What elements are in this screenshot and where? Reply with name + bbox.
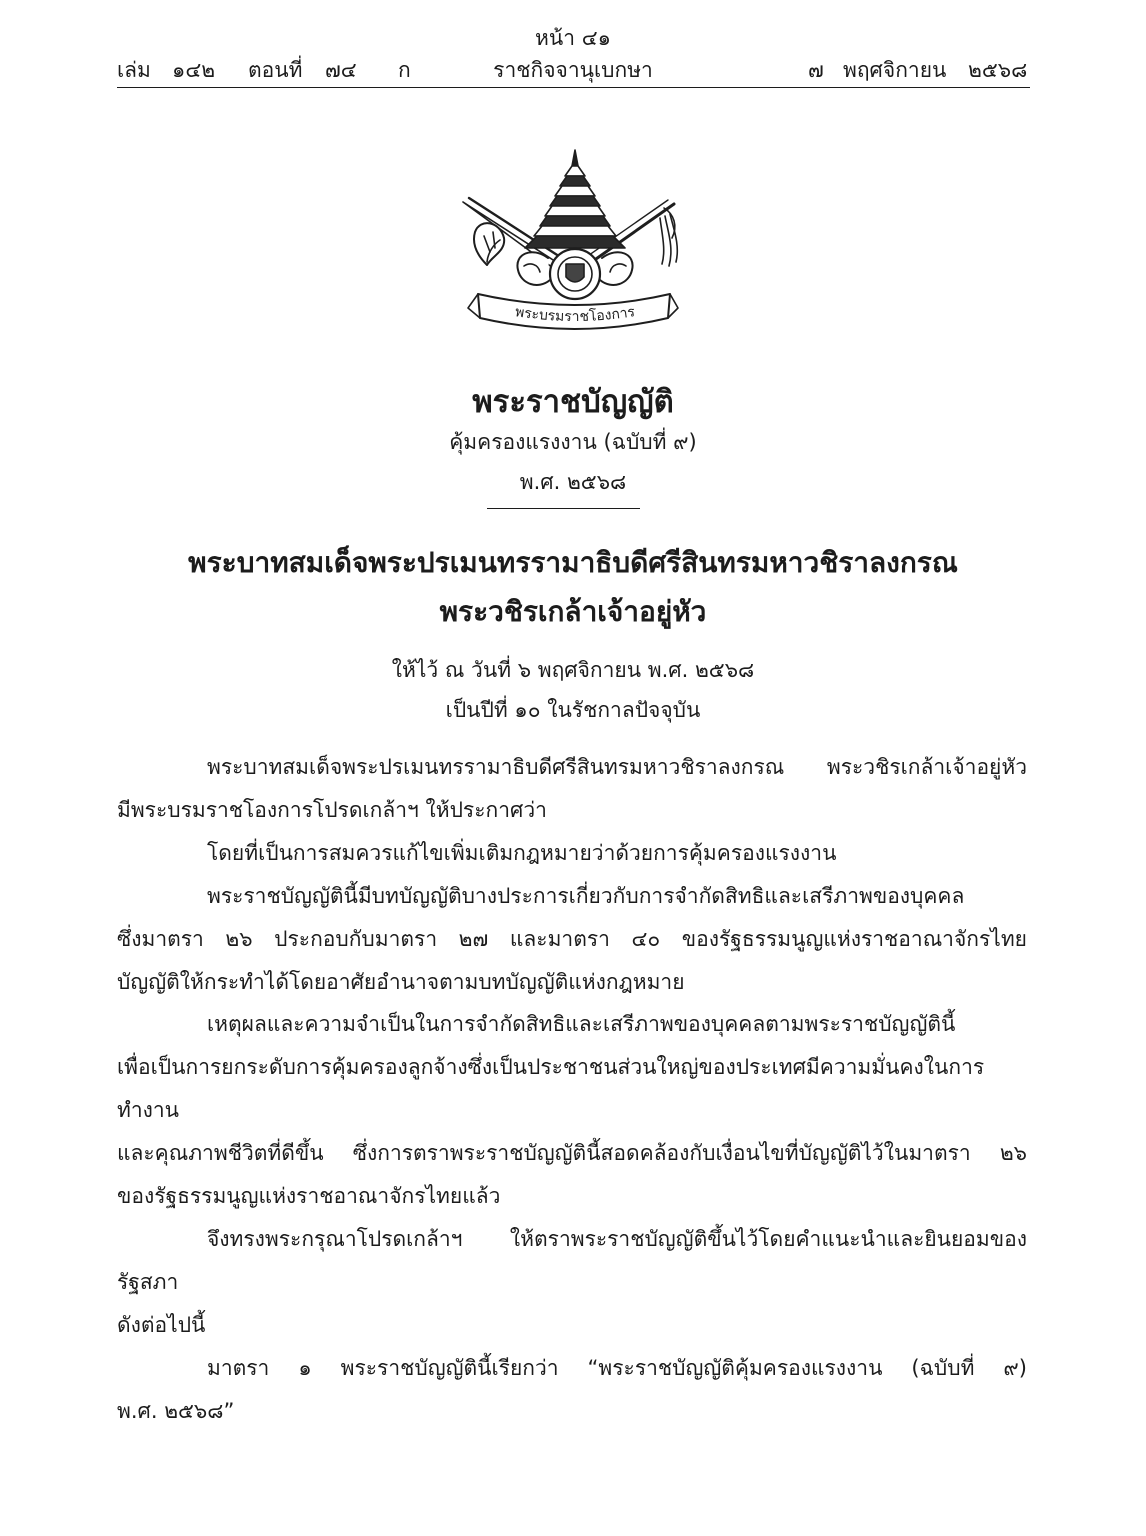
paragraph — [117, 875, 1027, 1004]
text-line: มาตรา ๑ พระราชบัญญัตินี้เรียกว่า “พระราชบัญญัติคุ้มครองแรงงาน (ฉบับที่ ๙) — [207, 1355, 1027, 1380]
text-line: เพื่อเป็นการยกระดับการคุ้มครองลูกจ้างซึ่งเป็นประชาชนส่วนใหญ่ของประเทศมีความมั่นคงในการทำงาน — [117, 1055, 985, 1123]
paragraph — [117, 1218, 1027, 1347]
text-line: บัญญัติให้กระทำได้โดยอาศัยอำนาจตามบทบัญญัติแห่งกฎหมาย — [117, 969, 685, 994]
act-body — [117, 746, 1027, 1433]
act-year: พ.ศ. ๒๕๖๘ — [519, 470, 627, 494]
text-line: พระบาทสมเด็จพระปรเมนทรรามาธิบดีศรีสินทรมหาวชิราลงกรณ พระวชิรเกล้าเจ้าอยู่หัว — [207, 755, 1027, 779]
publication-name: ราชกิจจานุเบกษา — [493, 58, 653, 82]
date-year: ๒๕๖๘ — [968, 58, 1028, 82]
leaf-fan-icon — [474, 223, 504, 265]
issue-label: ตอนที่ — [248, 58, 303, 82]
text-line: พ.ศ. ๒๕๖๘” — [117, 1398, 235, 1423]
crown-icon — [525, 150, 625, 248]
text-line: และคุณภาพชีวิตที่ดีขึ้น ซึ่งการตราพระราชบัญญัตินี้สอดคล้องกับเงื่อนไขที่บัญญัติไว้ในมาตรา ๒๖ — [117, 1141, 1027, 1166]
text-line: พระราชบัญญัตินี้มีบทบัญญัติบางประการเกี่ยวกับการจำกัดสิทธิและเสรีภาพของบุคคล — [207, 883, 965, 908]
paragraph — [117, 832, 1027, 875]
issue-number: ๗๔ — [325, 58, 357, 82]
king-name-line-1: พระบาทสมเด็จพระปรเมนทรรามาธิบดีศรีสินทรมหาวชิราลงกรณ — [188, 546, 958, 579]
seal-banner-text: พระบรมราชโองการ — [513, 304, 637, 326]
header-divider — [117, 87, 1030, 88]
act-name: คุ้มครองแรงงาน (ฉบับที่ ๙) — [449, 430, 697, 454]
act-title: พระราชบัญญัติ — [472, 384, 674, 420]
text-line: เหตุผลและความจำเป็นในการจำกัดสิทธิและเสรีภาพของบุคคลตามพระราชบัญญัตินี้ — [207, 1012, 956, 1037]
text-line: ของรัฐธรรมนูญแห่งราชอาณาจักรไทยแล้ว — [117, 1184, 501, 1209]
text-line: ดังต่อไปนี้ — [117, 1312, 206, 1337]
volume-number: ๑๔๒ — [172, 58, 216, 82]
royal-seal-emblem — [460, 148, 680, 338]
paragraph — [117, 1003, 1027, 1218]
text-line: จึงทรงพระกรุณาโปรดเกล้าฯ ให้ตราพระราชบัญญัติขึ้นไว้โดยคำแนะนำและยินยอมของรัฐสภา — [117, 1226, 1027, 1294]
date-day: ๗ — [808, 58, 824, 82]
title-divider — [487, 508, 640, 509]
section-letter: ก — [398, 58, 411, 82]
right-supporter-icon — [600, 252, 633, 285]
king-name-line-2: พระวชิรเกล้าเจ้าอยู่หัว — [439, 595, 707, 628]
given-date: ให้ไว้ ณ วันที่ ๖ พฤศจิกายน พ.ศ. ๒๕๖๘ — [391, 658, 755, 682]
date-month: พฤศจิกายน — [843, 58, 947, 82]
text-line: มีพระบรมราชโองการโปรดเกล้าฯ ให้ประกาศว่า — [117, 797, 547, 822]
page-number: หน้า ๔๑ — [535, 26, 611, 50]
text-line: ซึ่งมาตรา ๒๖ ประกอบกับมาตรา ๒๗ และมาตรา ๔๐ ของรัฐธรรมนูญแห่งราชอาณาจักรไทย — [117, 926, 1027, 951]
paragraph — [117, 746, 1027, 832]
reign-year: เป็นปีที่ ๑๐ ในรัชกาลปัจจุบัน — [445, 698, 701, 722]
section-1-paragraph — [117, 1347, 1027, 1433]
left-supporter-icon — [517, 252, 550, 285]
text-line: โดยที่เป็นการสมควรแก้ไขเพิ่มเติมกฎหมายว่าด้วยการคุ้มครองแรงงาน — [207, 840, 837, 865]
volume-label: เล่ม — [117, 58, 151, 82]
